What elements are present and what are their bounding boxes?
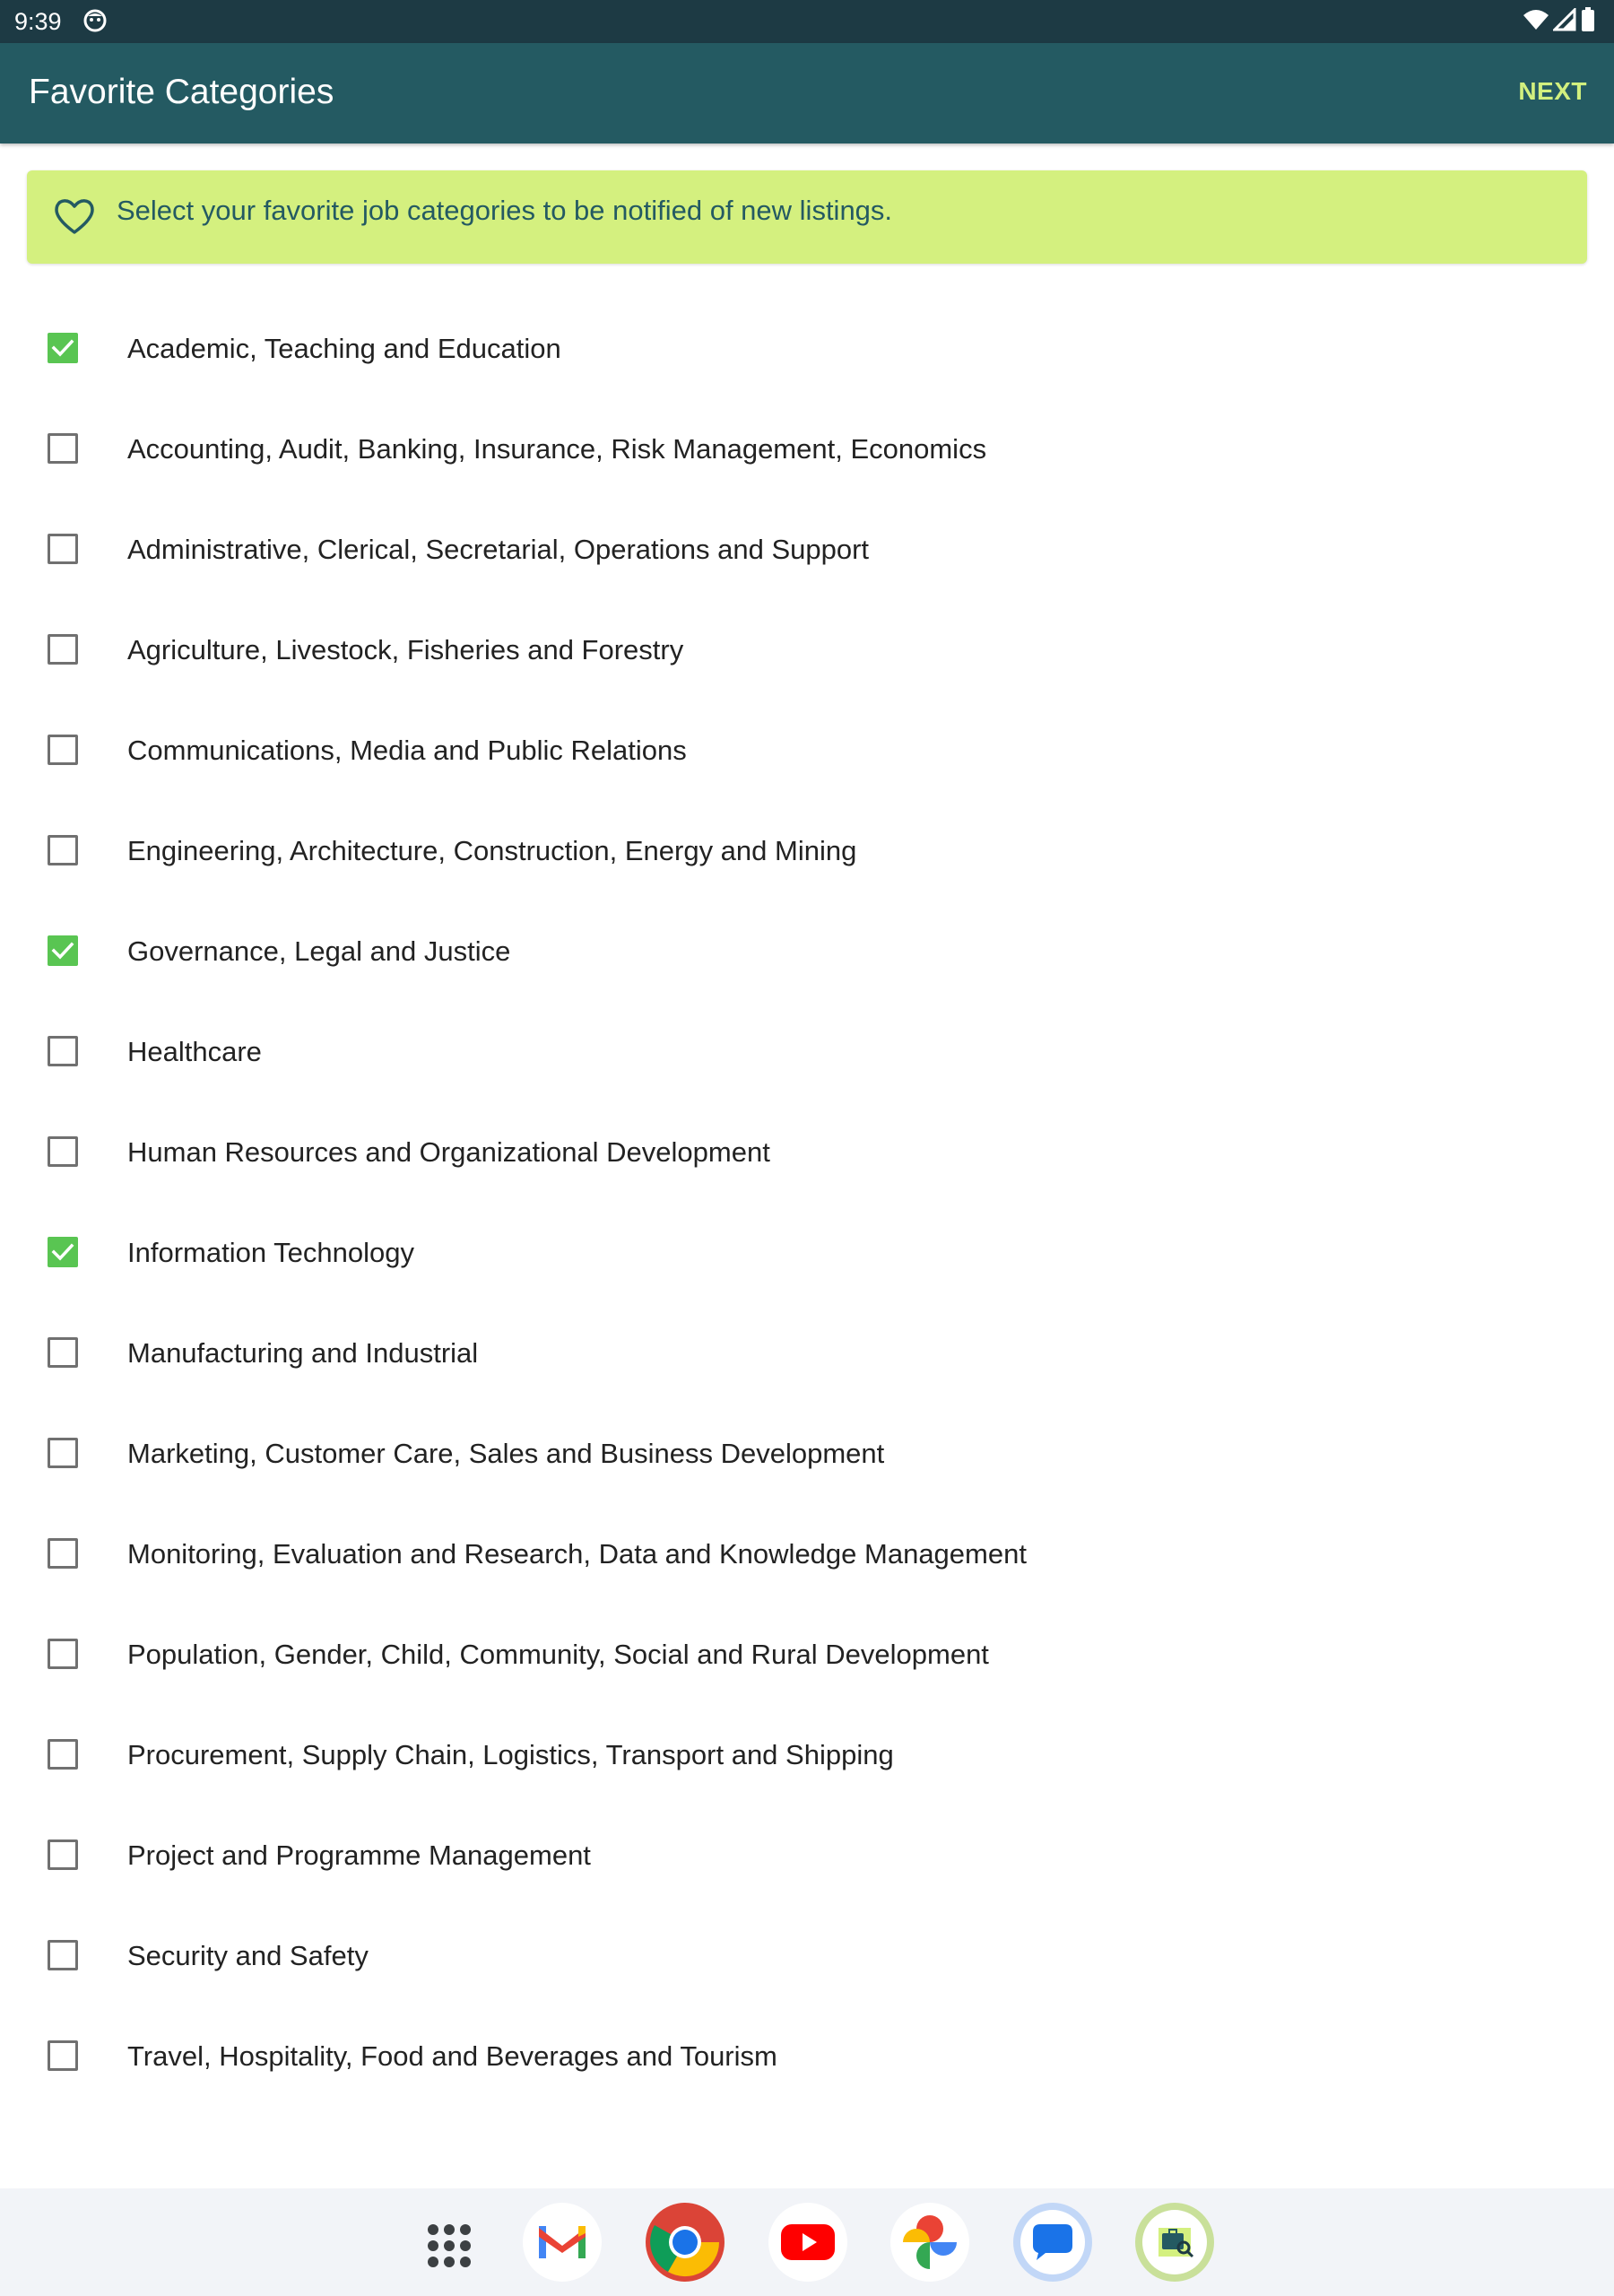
category-label: Manufacturing and Industrial	[127, 1337, 479, 1369]
gmail-icon[interactable]	[521, 2201, 603, 2283]
app-drawer-icon[interactable]	[408, 2201, 490, 2283]
checkbox-checked[interactable]	[48, 1237, 78, 1267]
category-item[interactable]	[0, 1102, 1614, 1203]
taskbar	[0, 2188, 1614, 2296]
checkbox-unchecked[interactable]	[48, 1036, 78, 1066]
messages-icon[interactable]	[1011, 2201, 1094, 2283]
category-item[interactable]	[0, 399, 1614, 500]
banner-text: Select your favorite job categories to be notified of new listings.	[117, 195, 893, 226]
checkbox-unchecked[interactable]	[48, 1839, 78, 1870]
checkmark-icon	[48, 935, 78, 966]
category-item[interactable]	[0, 801, 1614, 901]
category-label: Human Resources and Organizational Development	[127, 1136, 770, 1168]
category-label: Information Technology	[127, 1237, 414, 1268]
heart-icon	[50, 192, 99, 240]
status-indicators	[1523, 9, 1596, 34]
category-label: Engineering, Architecture, Construction, Energy and Mining	[127, 835, 857, 866]
category-label: Healthcare	[127, 1036, 262, 1067]
cell-signal-icon	[1553, 8, 1576, 36]
category-label: Accounting, Audit, Banking, Insurance, Risk Management, Economics	[127, 433, 987, 465]
category-label: Project and Programme Management	[127, 1839, 591, 1871]
category-item[interactable]	[0, 1203, 1614, 1303]
job-search-app-icon[interactable]	[1133, 2201, 1216, 2283]
page-title: Favorite Categories	[29, 73, 334, 111]
status-bar	[0, 0, 1614, 43]
checkbox-unchecked[interactable]	[48, 1538, 78, 1569]
category-label: Agriculture, Livestock, Fisheries and Forestry	[127, 634, 684, 665]
checkbox-unchecked[interactable]	[48, 1739, 78, 1770]
checkbox-unchecked[interactable]	[48, 1639, 78, 1669]
notification-app-icon	[82, 8, 108, 33]
category-label: Academic, Teaching and Education	[127, 333, 561, 364]
category-item[interactable]	[0, 901, 1614, 1002]
checkbox-unchecked[interactable]	[48, 1438, 78, 1468]
checkmark-icon	[48, 1237, 78, 1267]
checkbox-unchecked[interactable]	[48, 1136, 78, 1167]
category-label: Communications, Media and Public Relations	[127, 735, 687, 766]
checkbox-unchecked[interactable]	[48, 634, 78, 665]
checkbox-checked[interactable]	[48, 333, 78, 363]
checkbox-unchecked[interactable]	[48, 1940, 78, 1970]
category-label: Monitoring, Evaluation and Research, Data and Knowledge Management	[127, 1538, 1027, 1570]
next-button[interactable]: NEXT	[1518, 77, 1587, 105]
checkbox-unchecked[interactable]	[48, 735, 78, 765]
category-item[interactable]	[0, 1002, 1614, 1102]
status-time: 9:39	[14, 8, 62, 35]
checkbox-unchecked[interactable]	[48, 2040, 78, 2071]
category-label: Procurement, Supply Chain, Logistics, Transport and Shipping	[127, 1739, 894, 1770]
checkbox-checked[interactable]	[48, 935, 78, 966]
category-item[interactable]	[0, 1906, 1614, 2006]
chrome-icon[interactable]	[644, 2201, 726, 2283]
category-item[interactable]	[0, 1303, 1614, 1404]
wifi-icon	[1523, 8, 1549, 36]
checkbox-unchecked[interactable]	[48, 534, 78, 564]
category-item[interactable]	[0, 2006, 1614, 2107]
checkmark-icon	[48, 333, 78, 363]
battery-icon	[1580, 7, 1596, 37]
category-label: Travel, Hospitality, Food and Beverages and Tourism	[127, 2040, 777, 2072]
youtube-icon[interactable]	[767, 2201, 849, 2283]
category-label: Security and Safety	[127, 1940, 369, 1971]
category-item[interactable]	[0, 600, 1614, 700]
category-item[interactable]	[0, 500, 1614, 600]
category-label: Administrative, Clerical, Secretarial, Operations and Support	[127, 534, 870, 565]
info-banner	[27, 170, 1587, 264]
category-item[interactable]	[0, 700, 1614, 801]
category-label: Population, Gender, Child, Community, Social and Rural Development	[127, 1639, 989, 1670]
category-label: Governance, Legal and Justice	[127, 935, 511, 967]
category-item[interactable]	[0, 1404, 1614, 1504]
category-item[interactable]	[0, 1705, 1614, 1805]
category-item[interactable]	[0, 299, 1614, 399]
app-bar	[0, 43, 1614, 144]
checkbox-unchecked[interactable]	[48, 433, 78, 464]
checkbox-unchecked[interactable]	[48, 835, 78, 865]
category-item[interactable]	[0, 1805, 1614, 1906]
category-label: Marketing, Customer Care, Sales and Business Development	[127, 1438, 885, 1469]
category-item[interactable]	[0, 1504, 1614, 1605]
checkbox-unchecked[interactable]	[48, 1337, 78, 1368]
category-list	[0, 299, 1614, 2107]
category-item[interactable]	[0, 1605, 1614, 1705]
photos-icon[interactable]	[889, 2201, 971, 2283]
